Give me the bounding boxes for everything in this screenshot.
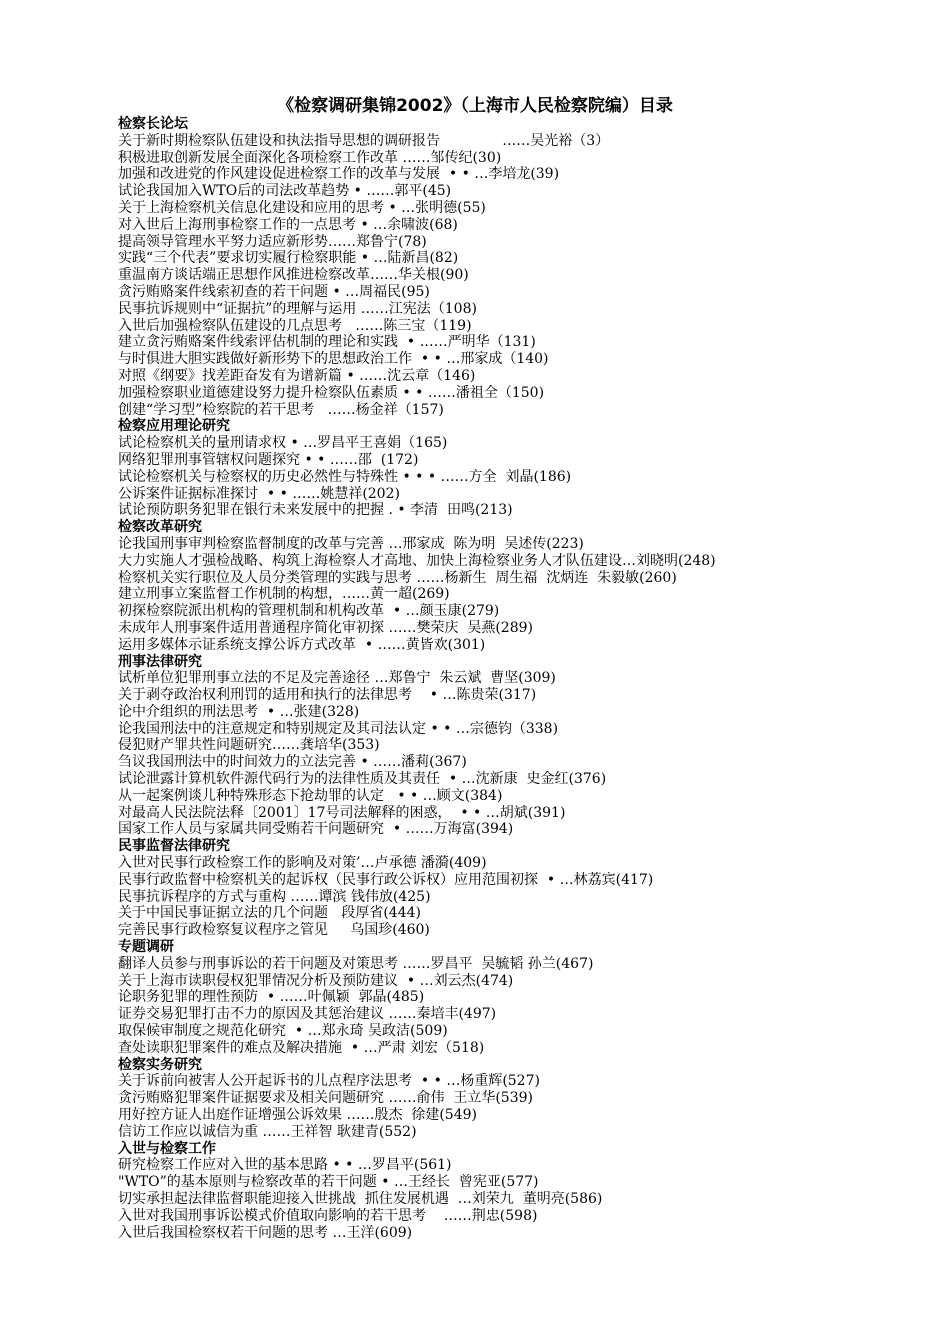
section-heading: 刑事法律研究 <box>118 653 202 670</box>
section-heading: 检察实务研究 <box>118 1056 202 1073</box>
toc-entry: 关于上海检察机关信息化建设和应用的思考 • …张明德(55) <box>118 199 486 216</box>
toc-entry: 论职务犯罪的理性预防 • ……叶佩颖 郭晶(485) <box>118 989 425 1006</box>
toc-entry: 研究检察工作应对入世的基本思路 • • …罗昌平(561) <box>118 1157 452 1174</box>
toc-entry: 完善民事行政检察复议程序之管见 乌国珍(460) <box>118 922 430 939</box>
toc-entry: 民事抗诉程序的方式与重构 ……谭滨 钱伟放(425) <box>118 888 431 905</box>
toc-entry: 论我国刑法中的注意规定和特别规定及其司法认定 • • …宗德钧（338) <box>118 720 559 737</box>
toc-entry: 建立贪污贿赂案件线索评估机制的理论和实践 • ……严明华（131) <box>118 334 536 351</box>
toc-entry: 从一起案例谈儿种特殊形态下抢劫罪的认定 • • …顾文(384) <box>118 787 503 804</box>
toc-entry: 大力实施人才强检战略、构筑上海检察人才高地、加快上海检察业务人才队伍建设…刘晓明(248) <box>118 552 716 569</box>
toc-entry: 对照《纲要》找差距奋发有为谱新篇 • ……沈云章（146) <box>118 367 476 384</box>
toc-entry: 试论检察机关与检察权的历史必然性与特殊性 • • • ……方全 刘晶(186) <box>118 468 572 485</box>
document-title: 《检察调研集锦2002》（上海市人民检察院编）目录 <box>277 96 673 116</box>
toc-entry: 关于新时期检察队伍建设和执法指导思想的调研报告 ……吴光裕（3） <box>118 132 610 149</box>
toc-entry: 实践“三个代表”要求切实履行检察职能 • …陆新昌(82) <box>118 250 459 267</box>
toc-entry: 试论预防职务犯罪在银行未来发展中的把握 . • 李清 田鸣(213) <box>118 502 513 519</box>
toc-entry: "WTO”的基本原则与检察改革的若干问题 • …王经长 曾宪亚(577) <box>118 1174 539 1191</box>
toc-entry: 入世对民事行政检察工作的影响及对策’…卢承德 潘漪(409) <box>118 855 487 872</box>
toc-entry: 与时俱进大胆实践做好新形势下的思想政治工作 • • …邢家成（140) <box>118 351 549 368</box>
toc-entry: 对最高人民法院法释〔2001〕17号司法解释的困惑， • • …胡斌(391) <box>118 804 566 821</box>
toc-entry: 加强检察职业道德建设努力提升检察队伍素质 • • ……潘祖全（150) <box>118 384 545 401</box>
toc-entry: 重温南方谈话端正思想作风推进检察改革……华关根(90) <box>118 267 469 284</box>
toc-entry: 贪污贿赂犯罪案件证据要求及相关问题研究 ……俞伟 王立华(539) <box>118 1090 533 1107</box>
toc-entry: 试论检察机关的量刑请求权 • …罗昌平王喜娟（165) <box>118 435 448 452</box>
toc-entry: 对入世后上海刑事检察工作的一点思考 • …余啸波(68) <box>118 216 458 233</box>
section-heading: 专题调研 <box>118 939 174 956</box>
toc-entry: 关于诉前向被害人公开起诉书的儿点程序法思考 • • …杨重辉(527) <box>118 1073 540 1090</box>
toc-entry: 加强和改进党的作风建设促进检察工作的改革与发展 • • …李培龙(39) <box>118 166 560 183</box>
toc-entry: 入世对我国刑事诉讼模式价值取向影响的若干思考 ……荆忠(598) <box>118 1207 538 1224</box>
toc-entry: 贪污贿赂案件线索初查的若干问题 • …周福民(95) <box>118 283 430 300</box>
toc-entry: 关于剥夺政治权利刑罚的适用和执行的法律思考 • …陈贵荣(317) <box>118 687 537 704</box>
toc-entry: 用好控方证人出庭作证增强公诉效果 ……殷杰 徐建(549) <box>118 1107 477 1124</box>
toc-entry: 运用多媒体示证系统支撑公诉方式改革 • ……黄皆欢(301) <box>118 636 486 653</box>
toc-entry: 试析单位犯罪刑事立法的不足及完善途径 …郑鲁宁 朱云斌 曹坚(309) <box>118 670 556 687</box>
table-of-contents <box>118 116 938 1241</box>
toc-entry: 国家工作人员与家属共同受贿若干问题研究 • ……万海富(394) <box>118 821 514 838</box>
toc-entry: 民事抗诉规则中“证据抗”的理解与运用 ……江宪法（108) <box>118 300 477 317</box>
section-heading: 检察长论坛 <box>118 116 188 132</box>
section-heading: 民事监督法律研究 <box>118 838 230 855</box>
toc-entry: 公诉案件证据标准探讨 • • ……姚慧祥(202) <box>118 485 400 502</box>
toc-entry: 检察机关实行职位及人员分类管理的实践与思考 ……杨新生 周生福 沈炳连 朱毅敏(260) <box>118 569 677 586</box>
toc-entry: 提高领导管理水平努力适应新形势……郑鲁宁(78) <box>118 233 427 250</box>
toc-entry: 查处读职犯罪案件的难点及解决措施 • …严肃 刘宏（518) <box>118 1039 485 1056</box>
section-heading: 检察应用理论研究 <box>118 418 230 435</box>
toc-entry: 切实承担起法律监督职能迎接入世挑战 抓住发展机遇 …刘荣九 董明亮(586) <box>118 1191 603 1207</box>
toc-entry: 论我国刑事审判检察监督制度的改革与完善 …邢家成 陈为明 吴述传(223) <box>118 535 584 552</box>
toc-entry: 未成年人刑事案件适用普通程序简化审初探 ……樊荣庆 吴燕(289) <box>118 619 533 636</box>
toc-entry: 入世后加强检察队伍建设的几点思考 ……陈三宝（119) <box>118 317 472 334</box>
toc-entry: 试论我国加入WTO后的司法改革趋势 • ……郭平(45) <box>118 183 452 200</box>
toc-entry: 翻译人员参与刑事诉讼的若干问题及对策思考 ……罗昌平 吴毓韬 孙兰(467) <box>118 955 594 972</box>
toc-entry: 入世后我国检察权若干问题的思考 …王洋(609) <box>118 1224 413 1241</box>
section-heading: 检察改革研究 <box>118 519 202 536</box>
toc-entry: 创建“学习型”检察院的若干思考 ……杨金祥（157) <box>118 401 444 418</box>
toc-entry: 刍议我国刑法中的时间效力的立法完善 • ……潘莉(367) <box>118 754 467 771</box>
toc-entry: 证券交易犯罪打击不力的原因及其惩治建议 ……秦培丰(497) <box>118 1006 497 1023</box>
toc-entry: 信访工作应以诚信为重 ……王祥智 耿建青(552) <box>118 1123 417 1140</box>
toc-entry: 取保候审制度之规范化研究 • …郑永琦 吴政洁(509) <box>118 1023 448 1040</box>
toc-entry: 建立刑事立案监督工作机制的构想，……黄一超(269) <box>118 586 450 603</box>
toc-entry: 试论泄露计算机软件源代码行为的法律性质及其责任 • …沈新康 史金红(376) <box>118 771 607 788</box>
toc-entry: 网络犯罪刑事管辖权问题探究 • • ……邵 (172) <box>118 451 419 468</box>
toc-entry: 积极进取创新发展全面深化各项检察工作改革 ……邹传纪(30) <box>118 149 502 166</box>
toc-entry: 初探检察院派出机构的管理机制和机构改革 • …颜玉康(279) <box>118 603 500 620</box>
toc-entry: 侵犯财产罪共性问题研究……龚培华(353) <box>118 737 380 754</box>
section-heading: 入世与检察工作 <box>118 1140 216 1157</box>
toc-entry: 关于上海市读职侵权犯罪情况分析及预防建议 • …刘云杰(474) <box>118 972 514 989</box>
toc-entry: 关于中国民事证据立法的几个问题 段厚省(444) <box>118 905 421 922</box>
toc-entry: 民事行政监督中检察机关的起诉权（民事行政公诉权）应用范围初探 • …林荔宾(417) <box>118 871 654 888</box>
toc-entry: 论中介组织的刑法思考 • …张建(328) <box>118 703 360 720</box>
